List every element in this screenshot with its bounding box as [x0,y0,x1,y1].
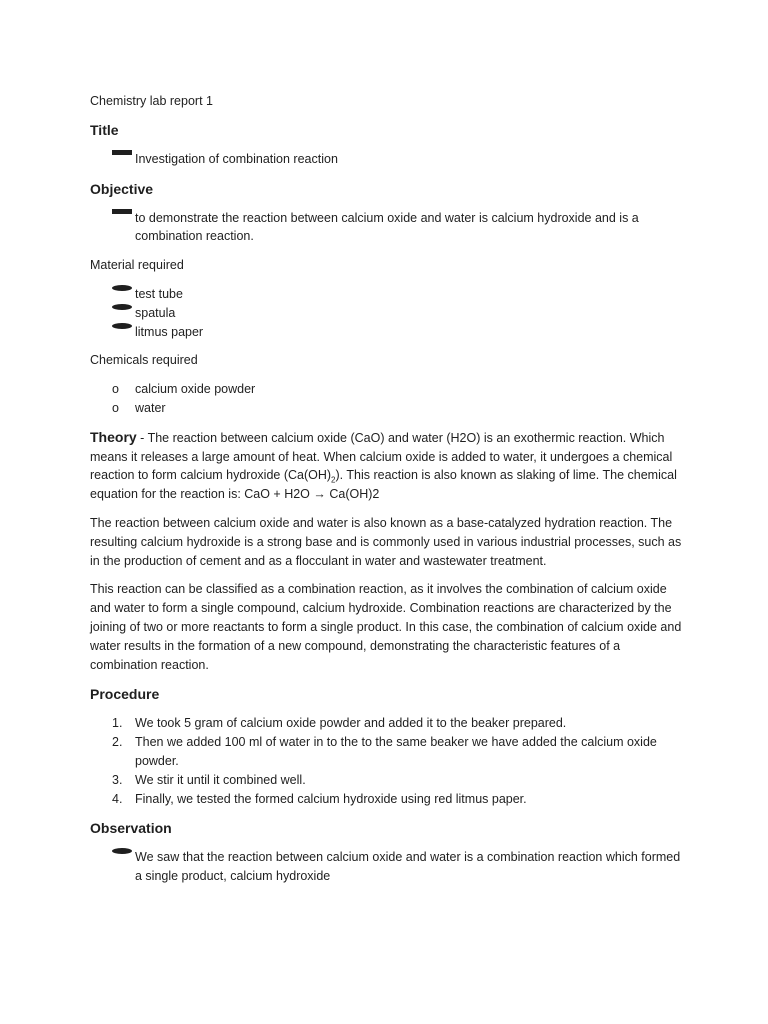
circle-bullet-icon: o [112,382,119,397]
list-item [90,323,690,342]
list-item-text: spatula [135,305,176,320]
list-item [90,714,690,733]
disc-bullet-icon [112,848,132,854]
title-heading: Title [90,121,119,138]
disc-bullet-icon [112,285,132,291]
document-label: Chemistry lab report 1 [90,94,213,108]
theory-text-a: - The reaction between calcium oxide (CaO) and water (H2O) is an exothermic reaction. Which means it releases a large amount of heat. When calcium oxide is added to water, it undergoes a chemical reaction to form calcium hydroxide (Ca(OH) [90,430,673,483]
theory-paragraph-1 [90,428,690,504]
list-item [90,399,690,418]
subscript: 2 [331,475,336,485]
list-item [90,771,690,790]
list-item [90,150,690,169]
observation-heading: Observation [90,820,172,837]
list-item [90,209,690,247]
objective-heading: Objective [90,180,154,197]
chemicals-label: Chemicals required [90,353,198,368]
procedure-heading: Procedure [90,686,160,703]
list-item-text: Then we added 100 ml of water in to the to the same beaker we have added the calcium oxide powder. [135,735,657,768]
list-item [90,285,690,304]
list-item-text: Investigation of combination reaction [135,151,338,166]
list-item [90,380,690,399]
list-item-text: calcium oxide powder [135,382,256,397]
step-number: 4. [112,791,123,806]
theory-paragraph-2: The reaction between calcium oxide and water is also known as a base-catalyzed hydration reaction. The resulting calcium hydroxide is a strong base and is commonly used in various industrial processes, such as in the production of cement and as a flocculant in water and wastewater treatment. [90,515,682,568]
chemicals-list [90,380,690,418]
theory-text-b: ). This reaction is also known as slaking of lime. The chemical equation for the reaction is: CaO + H2O → Ca(OH)2 [90,468,677,502]
disc-bullet-icon [112,323,132,329]
materials-list [90,285,690,341]
objective-list [90,209,690,247]
step-number: 1. [112,716,123,731]
title-list [90,150,690,169]
list-item-text: We saw that the reaction between calcium oxide and water is a combination reaction which formed a single product, calcium hydroxide [135,850,681,884]
list-item-text: litmus paper [135,324,204,339]
list-item [90,304,690,323]
circle-bullet-icon: o [112,400,119,415]
disc-bullet-icon [112,304,132,310]
document-page [90,92,690,896]
observation-list [90,848,690,886]
list-item [90,848,690,886]
list-item-text: to demonstrate the reaction between calcium oxide and water is calcium hydroxide and is a combination reaction. [135,210,639,244]
square-bullet-icon [112,209,132,214]
theory-heading: Theory [90,428,137,445]
list-item-text: test tube [135,286,183,301]
procedure-list [90,714,690,808]
list-item-text: We stir it until it combined well. [135,772,306,787]
theory-paragraph-3: This reaction can be classified as a combination reaction, as it involves the combination of calcium oxide and water to form a single compound, calcium hydroxide. Combination reactions are characterized by the joining of two or more reactants to form a single product. In this case, the combination of calcium oxide and water results in the formation of a new compound, demonstrating the characteristic features of a combination reaction. [90,582,682,672]
list-item-text: We took 5 gram of calcium oxide powder and added it to the beaker prepared. [135,716,567,731]
step-number: 2. [112,735,123,750]
step-number: 3. [112,772,123,787]
list-item [90,790,690,809]
materials-label: Material required [90,258,184,273]
list-item-text: water [135,400,166,415]
square-bullet-icon [112,150,132,155]
list-item-text: Finally, we tested the formed calcium hydroxide using red litmus paper. [135,791,527,806]
list-item [90,733,690,771]
